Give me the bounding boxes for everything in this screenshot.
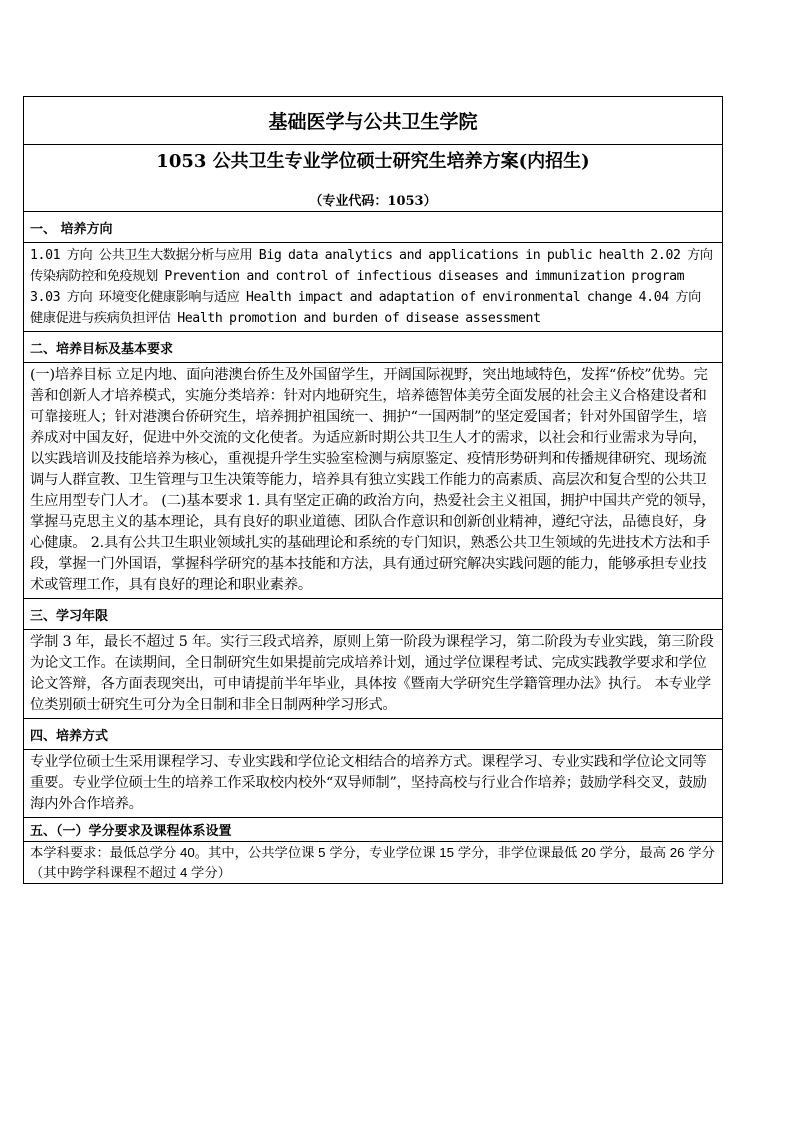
- section-heading-duration: 三、学习年限: [24, 599, 723, 630]
- college-row: [24, 97, 723, 145]
- section-heading-directions: 一、 培养方向: [24, 212, 723, 243]
- section-heading-training-mode: 四、培养方式: [24, 719, 723, 750]
- training-plan-table: [23, 96, 723, 884]
- section-body-row: [24, 630, 723, 719]
- section-body-directions: 1.01 方向 公共卫生大数据分析与应用 Big data analytics and applications in public health 2.02 方向 传染病防控和免疫规划 Prevention and control of infectious diseases and immunization program 3.03 方向 环境变化健康影响与适应 Health impact and adaptation of environmental change 4.04 方向 健康促进与疾病负担评估 Health promotion and burden of disease assessment: [24, 243, 723, 332]
- section-body-credits: 本学科要求：最低总学分 40。其中，公共学位课 5 学分，专业学位课 15 学分，非学位课最低 20 学分，最高 26 学分（其中跨学科课程不超过 4 学分）: [24, 842, 723, 884]
- section-body-row: [24, 363, 723, 599]
- section-heading-row: [24, 719, 723, 750]
- section-body-row: [24, 750, 723, 818]
- program-title-row: [24, 145, 723, 212]
- section-body-objectives: (一)培养目标 立足内地、面向港澳台侨生及外国留学生，开阔国际视野，突出地域特色，发挥“侨校”优势。完善和创新人才培养模式，实施分类培养：针对内地研究生，培养德智体美劳全面发展的社会主义合格建设者和可靠接班人；针对港澳台侨研究生，培养拥护祖国统一、拥护“一国两制”的坚定爱国者；针对外国留学生，培养成对中国友好，促进中外交流的文化使者。为适应新时期公共卫生人才的需求，以社会和行业需求为导向，以实践培训及技能培养为核心，重视提升学生实验室检测与病原鉴定、疫情形势研判和传播规律研究、现场流调与人群宣教、卫生管理与卫生决策等能力，培养具有独立实践工作能力的高素质、高层次和复合型的公共卫生应用型专门人才。 (二)基本要求 1. 具有坚定正确的政治方向，热爱社会主义祖国，拥护中国共产党的领导，掌握马克思主义的基本理论，具有良好的职业道德、团队合作意识和创新创业精神，遵纪守法，品德良好，身心健康。 2.具有公共卫生职业领域扎实的基础理论和系统的专门知识，熟悉公共卫生领域的先进技术方法和手段，掌握一门外国语，掌握科学研究的基本技能和方法，具有通过研究解决实践问题的能力，能够承担专业技术或管理工作，具有良好的理论和职业素养。: [24, 363, 723, 599]
- program-title: 1053 公共卫生专业学位硕士研究生培养方案(内招生): [156, 151, 590, 172]
- program-code: （专业代码：1053）: [309, 194, 437, 209]
- document-page: [23, 96, 723, 884]
- section-body-row: [24, 842, 723, 884]
- section-heading-objectives: 二、培养目标及基本要求: [24, 332, 723, 363]
- section-body-duration: 学制 3 年，最长不超过 5 年。实行三段式培养，原则上第一阶段为课程学习，第二阶段为专业实践，第三阶段为论文工作。在读期间，全日制研究生如果提前完成培养计划，通过学位课程考试、完成实践教学要求和学位论文答辩，各方面表现突出，可申请提前半年毕业，具体按《暨南大学研究生学籍管理办法》执行。 本专业学位类别硕士研究生可分为全日制和非全日制两种学习形式。: [24, 630, 723, 719]
- section-heading-row: [24, 332, 723, 363]
- section-body-row: [24, 243, 723, 332]
- section-heading-row: [24, 599, 723, 630]
- program-title-cell: [24, 145, 723, 212]
- section-heading-row: [24, 818, 723, 842]
- college-title: 基础医学与公共卫生学院: [24, 97, 723, 145]
- section-body-training-mode: 专业学位硕士生采用课程学习、专业实践和学位论文相结合的培养方式。课程学习、专业实践和学位论文同等重要。专业学位硕士生的培养工作采取校内校外“双导师制”，坚持高校与行业合作培养；鼓励学科交叉，鼓励海内外合作培养。: [24, 750, 723, 818]
- section-heading-credits: 五、（一）学分要求及课程体系设置: [24, 818, 723, 842]
- section-heading-row: [24, 212, 723, 243]
